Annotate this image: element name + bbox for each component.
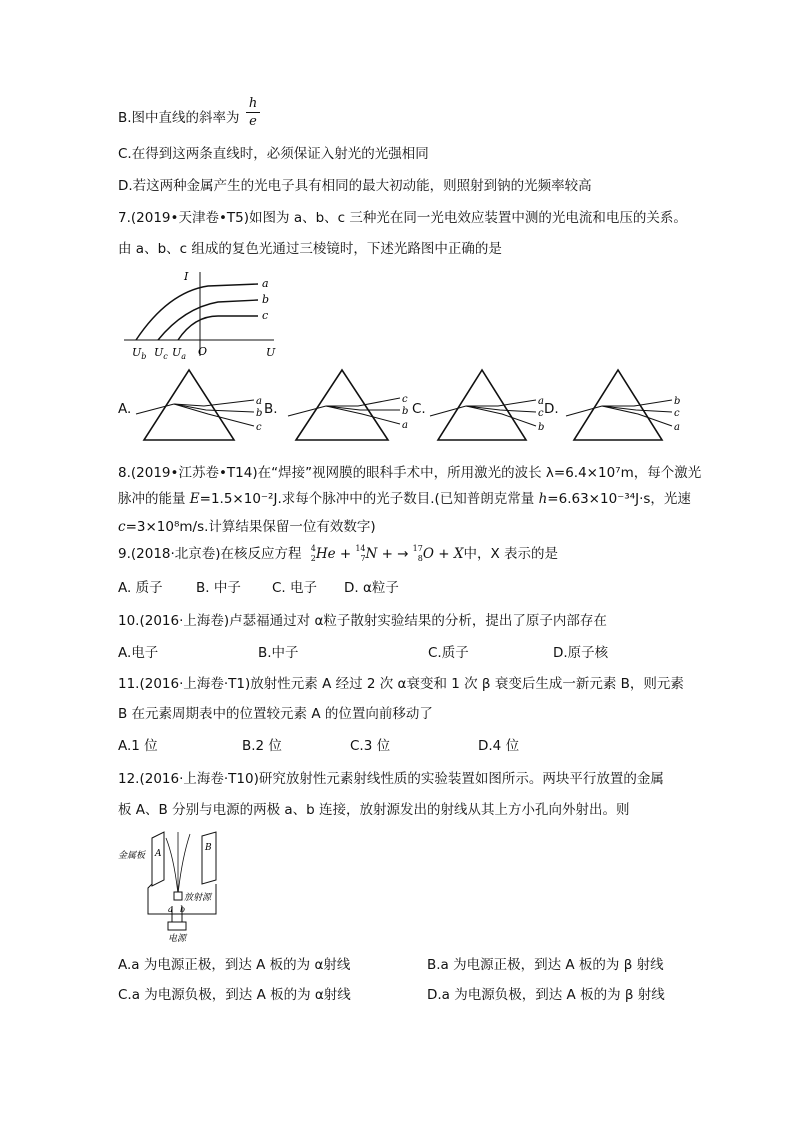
q11-stem-line1: 11.(2016·上海卷·T1)放射性元素 A 经过 2 次 α衰变和 1 次 β 衰变后生成一新元素 B，则元素 <box>118 676 684 692</box>
curve-b-label: b <box>262 293 270 306</box>
q6-option-c: C.在得到这两条直线时，必须保证入射光的光强相同 <box>118 146 429 162</box>
q8-line2-part2: =1.5×10⁻²J.求每个脉冲中的光子数目.(已知普朗克常量 <box>199 491 539 507</box>
q12-stem-line1: 12.(2016·上海卷·T10)研究放射性元素射线性质的实验装置如图所示。两块平行放置的金属 <box>118 771 664 787</box>
q8-line2-part1: 脉冲的能量 <box>118 491 190 507</box>
prism-d-ray-1: b <box>674 396 681 407</box>
radioactive-source <box>174 892 182 900</box>
q9-option-a: A. 质子 <box>118 580 163 596</box>
prism-b-ray-3: a <box>402 420 408 431</box>
photocurrent-graph <box>118 264 288 362</box>
q10-option-c: C.质子 <box>428 645 469 661</box>
q9-suffix: 中，X 表示的是 <box>463 546 558 562</box>
q8-stem-line1: 8.(2019•江苏卷•T14)在“焊接”视网膜的眼科手术中，所用激光的波长 λ=6.4×10⁷m，每个激光 <box>118 465 702 481</box>
prism-c-ray-1: a <box>538 396 544 407</box>
curve-c-label: c <box>262 309 269 322</box>
q7-option-b-label: B. <box>264 401 278 417</box>
q10-option-b: B.中子 <box>258 645 299 661</box>
o-symbol: O <box>422 546 434 562</box>
prism-d-ray-3: a <box>674 422 680 433</box>
pole-b-label: b <box>180 905 186 914</box>
n-nuclide-numbers: 14 7 <box>355 544 366 563</box>
q11-option-a: A.1 位 <box>118 738 158 754</box>
tick-uc-label: $U_c$ <box>154 346 168 361</box>
q12-option-d: D.a 为电源负极，到达 A 板的为 β 射线 <box>427 987 665 1003</box>
q7-option-d-label: D. <box>544 401 559 417</box>
symbol-h: h <box>538 491 548 507</box>
he-nuclide-numbers: 4 2 <box>310 544 316 563</box>
q11-option-b: B.2 位 <box>242 738 282 754</box>
prism-option-c <box>426 366 552 446</box>
metal-plate-label: 金属板 <box>118 851 146 861</box>
fraction-denominator: e <box>249 114 257 129</box>
axis-u-label: U <box>266 346 276 359</box>
q12-option-a: A.a 为电源正极，到达 A 板的为 α射线 <box>118 957 351 973</box>
curve-a-label: a <box>262 277 269 290</box>
prism-c-ray-2: c <box>538 408 544 419</box>
slope-fraction <box>246 96 260 129</box>
q8-line2-part3: =6.63×10⁻³⁴J·s，光速 <box>547 491 691 507</box>
q9-option-d: D. α粒子 <box>344 580 399 596</box>
q10-stem: 10.(2016·上海卷)卢瑟福通过对 α粒子散射实验结果的分析，提出了原子内部存在 <box>118 613 607 629</box>
tick-ub-label: $U_b$ <box>132 346 147 361</box>
curve-a <box>136 284 258 340</box>
plate-b-label: B <box>205 843 212 853</box>
plate-a-label: A <box>155 849 162 859</box>
q9-prefix: 9.(2018·北京卷)在核反应方程 <box>118 546 306 562</box>
q11-option-d: D.4 位 <box>478 738 520 754</box>
q12-stem-line2: 板 A、B 分别与电源的两极 a、b 连接，放射源发出的射线从其上方小孔向外射出。则 <box>118 802 630 818</box>
radiation-apparatus-figure <box>116 828 236 946</box>
q9-option-c: C. 电子 <box>272 580 318 596</box>
q7-option-c-label: C. <box>412 401 426 417</box>
q6-option-d: D.若这两种金属产生的光电子具有相同的最大初动能，则照射到钠的光频率较高 <box>118 178 592 194</box>
source-label: 放射源 <box>184 893 212 903</box>
he-symbol: He <box>315 546 336 562</box>
prism-option-a <box>134 366 264 446</box>
q7-stem-line1: 7.(2019•天津卷•T5)如图为 a、b、c 三种光在同一光电效应装置中测的光电流和电压的关系。 <box>118 210 687 226</box>
prism-a-ray-1: a <box>256 396 262 407</box>
q9-option-b: B. 中子 <box>196 580 241 596</box>
q6-option-b-text: B.图中直线的斜率为 <box>118 110 240 126</box>
plate-a <box>152 832 164 886</box>
curve-c <box>178 316 258 340</box>
n-symbol: N <box>365 546 378 562</box>
symbol-c: c <box>118 519 126 535</box>
prism-option-d <box>562 366 688 446</box>
symbol-e: E <box>189 491 200 507</box>
q11-option-c: C.3 位 <box>350 738 391 754</box>
o-nuclide-numbers: 17 8 <box>412 544 423 563</box>
axis-i-label: I <box>184 270 189 283</box>
power-supply <box>168 922 186 930</box>
power-supply-label: 电源 <box>168 934 187 944</box>
q7-option-a-label: A. <box>118 401 132 417</box>
tick-ua-label: $U_a$ <box>172 346 187 361</box>
pole-a-label: a <box>168 905 173 914</box>
fraction-numerator: h <box>248 96 258 111</box>
q10-option-a: A.电子 <box>118 645 159 661</box>
q7-stem-line2: 由 a、b、c 组成的复色光通过三棱镜时，下述光路图中正确的是 <box>118 241 502 257</box>
q8-line3-text: =3×10⁸m/s.计算结果保留一位有效数字) <box>125 519 376 535</box>
fraction-bar <box>246 112 260 113</box>
prism-d-ray-2: c <box>674 408 680 419</box>
q9-stem: 9.(2018·北京卷)在核反应方程 4 2 He + 14 7 N + → 17 8 O + X中，X 表示的是 <box>118 544 558 563</box>
q8-stem-line3 <box>118 518 376 536</box>
origin-label: O <box>198 345 208 358</box>
q11-stem-line2: B 在元素周期表中的位置较元素 A 的位置向前移动了 <box>118 706 433 722</box>
prism-b-ray-1: c <box>402 394 408 405</box>
prism-a-ray-2: b <box>256 408 263 419</box>
prism-a-ray-3: c <box>256 422 262 433</box>
prism-option-b <box>284 366 414 446</box>
q12-option-b: B.a 为电源正极，到达 A 板的为 β 射线 <box>427 957 664 973</box>
curve-b <box>158 300 258 340</box>
prism-c-ray-3: b <box>538 422 545 433</box>
plate-b <box>202 832 216 884</box>
q12-option-c: C.a 为电源负极，到达 A 板的为 α射线 <box>118 987 351 1003</box>
q10-option-d: D.原子核 <box>553 645 609 661</box>
prism-b-ray-2: b <box>402 406 409 417</box>
q6-option-b <box>118 109 240 127</box>
x-symbol: X <box>453 546 464 562</box>
q8-stem-line2 <box>118 490 691 508</box>
